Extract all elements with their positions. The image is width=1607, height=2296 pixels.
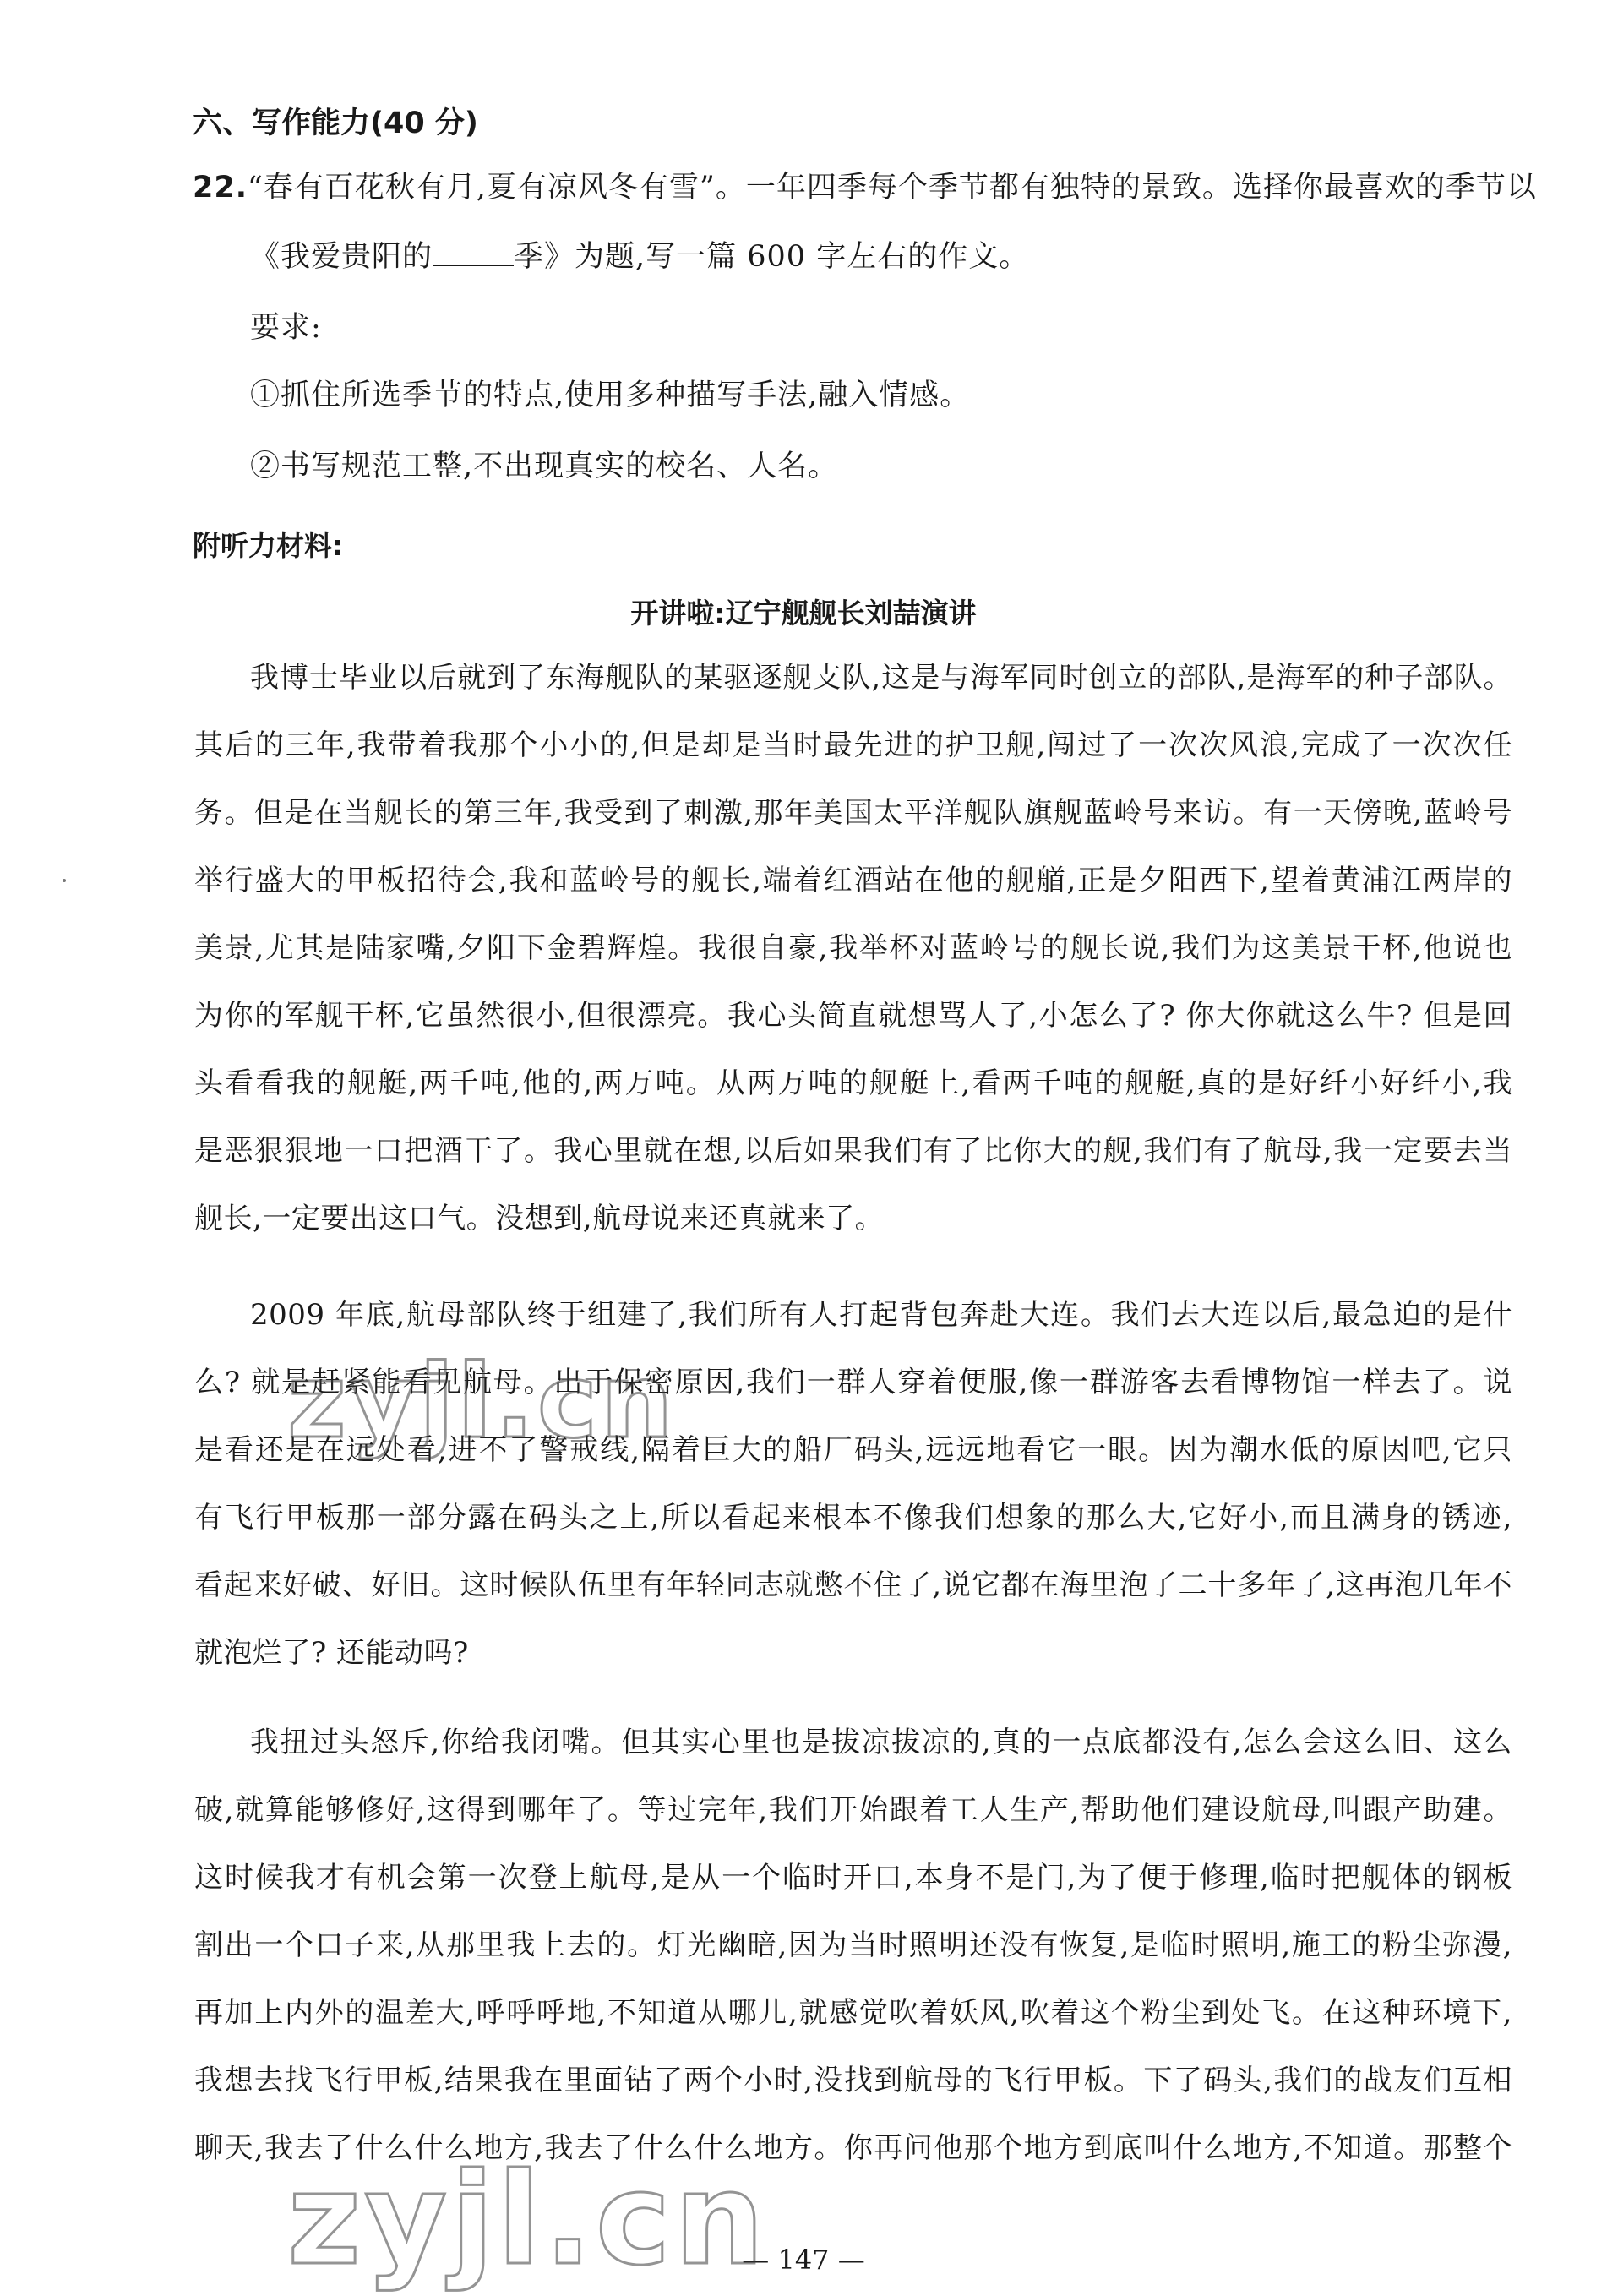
p1-line: 举行盛大的甲板招待会,我和蓝岭号的舰长,端着红酒站在他的舰艏,正是夕阳西下,望着黄浦江两岸的	[194, 864, 1512, 897]
p3-line: 这时候我才有机会第一次登上航母,是从一个临时开口,本身不是门,为了便于修理,临时把舰体的钢板	[194, 1861, 1512, 1895]
p1-line: 舰长,一定要出这口气。没想到,航母说来还真就来了。	[194, 1202, 885, 1235]
requirement-1: ①抓住所选季节的特点,使用多种描写手法,融入情感。	[250, 379, 971, 412]
watermark-logo: zyjl.cn	[287, 1344, 677, 1461]
p3-line: 破,就算能够修好,这得到哪年了。等过完年,我们开始跟着工人生产,帮助他们建设航母,叫跟产助建。	[194, 1793, 1512, 1827]
p1-line: 为你的军舰干杯,它虽然很小,但很漂亮。我心头简直就想骂人了,小怎么了? 你大你就这么牛? 但是回	[194, 999, 1512, 1033]
p3-line: 割出一个口子来,从那里我上去的。灯光幽暗,因为当时照明还没有恢复,是临时照明,施工的粉尘弥漫,	[194, 1928, 1512, 1962]
margin-mark	[63, 879, 66, 882]
p1-line: 我博士毕业以后就到了东海舰队的某驱逐舰支队,这是与海军同时创立的部队,是海军的种子部队。	[250, 661, 1512, 695]
p1-line: 美景,尤其是陆家嘴,夕阳下金碧辉煌。我很自豪,我举杯对蓝岭号的舰长说,我们为这美景干杯,他说也	[194, 931, 1512, 965]
p2-line: 么? 就是赶紧能看见航母。出于保密原因,我们一群人穿着便服,像一群游客去看博物馆一样去了。说	[194, 1366, 1512, 1399]
p2-line: 看起来好破、好旧。这时候队伍里有年轻同志就憋不住了,说它都在海里泡了二十多年了,这再泡几年不	[194, 1568, 1512, 1602]
p3-line: 再加上内外的温差大,呼呼呼地,不知道从哪儿,就感觉吹着妖风,吹着这个粉尘到处飞。在这种环境下,	[194, 1996, 1512, 2030]
requirements-label: 要求:	[250, 311, 322, 345]
question-line-1	[193, 169, 1537, 206]
p1-line: 头看看我的舰艇,两千吨,他的,两万吨。从两万吨的舰艇上,看两千吨的舰艇,真的是好纤小好纤小,我	[194, 1066, 1512, 1100]
essay-title-blank	[433, 239, 514, 266]
section-heading: 六、写作能力(40 分)	[193, 106, 478, 140]
p1-line: 是恶狠狠地一口把酒干了。我心里就在想,以后如果我们有了比你大的舰,我们有了航母,我一定要去当	[194, 1134, 1512, 1168]
requirement-2: ②书写规范工整,不出现真实的校名、人名。	[250, 450, 839, 483]
p2-line: 2009 年底,航母部队终于组建了,我们所有人打起背包奔赴大连。我们去大连以后,最急迫的是什	[250, 1298, 1512, 1332]
question-number: 22.	[193, 171, 248, 205]
p3-line: 我扭过头怒斥,你给我闭嘴。但其实心里也是拔凉拔凉的,真的一点底都没有,怎么会这么旧、这么	[250, 1726, 1512, 1759]
p3-line: 我想去找飞行甲板,结果我在里面钻了两个小时,没找到航母的飞行甲板。下了码头,我们的战友们互相	[194, 2064, 1512, 2097]
p1-line: 其后的三年,我带着我那个小小的,但是却是当时最先进的护卫舰,闯过了一次次风浪,完成了一次次任	[194, 728, 1512, 762]
page-number: — 147 —	[742, 2244, 865, 2276]
question-line-2	[250, 238, 1029, 275]
p2-line: 是看还是在远处看,进不了警戒线,隔着巨大的船厂码头,远远地看它一眼。因为潮水低的原因吧,它只	[194, 1433, 1512, 1467]
p2-line: 就泡烂了? 还能动吗?	[194, 1636, 469, 1670]
watermark-logo: zyjl.cn	[287, 2146, 768, 2293]
p3-line: 聊天,我去了什么什么地方,我去了什么什么地方。你再问他那个地方到底叫什么地方,不知道。那整个	[194, 2131, 1512, 2165]
question-prompt: “春有百花秋有月,夏有凉风冬有雪”。一年四季每个季节都有独特的景致。选择你最喜欢的季节以	[248, 171, 1537, 205]
speech-title: 开讲啦:辽宁舰舰长刘喆演讲	[630, 597, 977, 630]
p1-line: 务。但是在当舰长的第三年,我受到了刺激,那年美国太平洋舰队旗舰蓝岭号来访。有一天傍晚,蓝岭号	[194, 796, 1512, 830]
p2-line: 有飞行甲板那一部分露在码头之上,所以看起来根本不像我们想象的那么大,它好小,而且满身的锈迹,	[194, 1501, 1512, 1535]
appendix-label: 附听力材料:	[193, 529, 344, 562]
essay-title-before: 《我爱贵阳的	[250, 240, 433, 274]
essay-title-after: 季》为题,写一篇 600 字左右的作文。	[514, 240, 1030, 274]
